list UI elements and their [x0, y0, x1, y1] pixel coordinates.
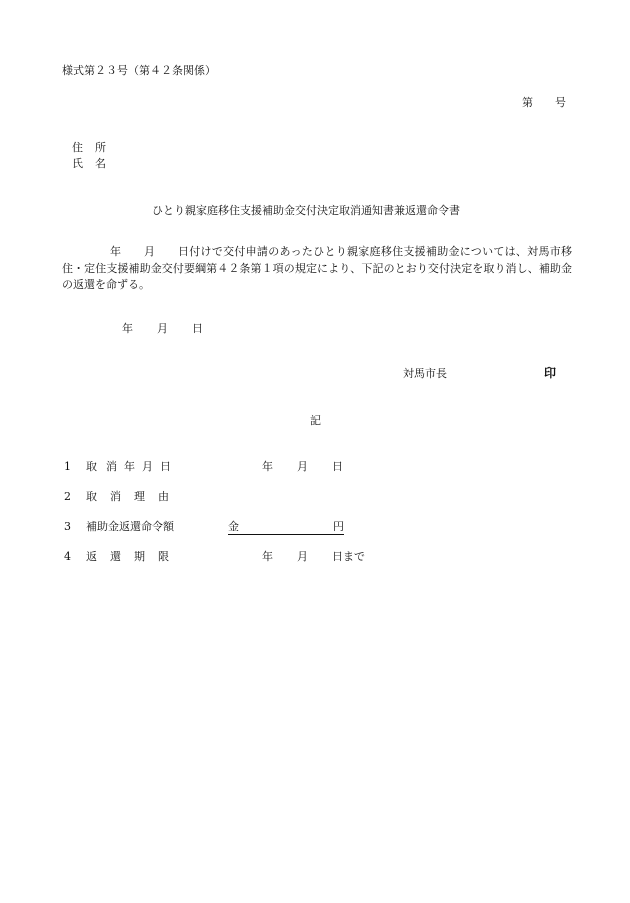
item-2-number: 2 — [64, 490, 71, 503]
item-return-deadline — [64, 550, 169, 564]
item-2-label-char: 由 — [158, 490, 169, 503]
ki-heading: 記 — [310, 414, 321, 427]
body-text: 付けで交付申請のあったひとり親家庭移住支援補助金については、対馬市移住・定住支援補助金交付要綱第４２条第１項の規定により、下記のとおり交付決定を取り消し、補助金の返還を命ずる。 — [62, 245, 572, 291]
name-label — [72, 157, 106, 171]
item-1-value-year: 年 — [262, 460, 273, 473]
item-1-label-char: 日 — [160, 460, 171, 473]
item-4-value-year: 年 — [262, 550, 273, 563]
body-date-year: 年 — [110, 245, 121, 258]
item-2-label-char: 理 — [134, 490, 145, 503]
amount-prefix: 金 — [228, 520, 239, 533]
item-1-label-char: 消 — [106, 460, 117, 473]
item-2-label-char: 消 — [110, 490, 121, 503]
item-1-number: 1 — [64, 460, 71, 473]
item-1-value-day: 日 — [332, 460, 343, 473]
document-number-dai: 第 — [522, 96, 533, 109]
form-number: 様式第２３号（第４２条関係） — [62, 64, 216, 77]
item-4-label — [86, 550, 169, 564]
item-2-label-char: 取 — [86, 490, 97, 503]
item-cancel-reason — [64, 490, 169, 504]
item-2-label — [86, 490, 169, 504]
item-4-value-month: 月 — [297, 550, 308, 563]
item-return-amount — [64, 520, 174, 534]
address-label-char-2: 所 — [95, 141, 106, 154]
item-1-label-char: 月 — [142, 460, 153, 473]
body-date-lead — [62, 245, 189, 258]
document-number — [522, 96, 566, 110]
body-paragraph — [62, 244, 572, 294]
item-4-value-day: 日まで — [332, 550, 365, 563]
body-date-month: 月 — [144, 245, 155, 258]
item-1-label-char: 取 — [86, 460, 97, 473]
issue-date-year: 年 — [122, 322, 133, 335]
item-4-label-char: 還 — [110, 550, 121, 563]
item-4-value — [262, 550, 365, 564]
issue-date-day: 日 — [192, 322, 203, 335]
document-title: ひとり親家庭移住支援補助金交付決定取消通知書兼返還命令書 — [152, 204, 460, 217]
item-3-label: 補助金返還命令額 — [86, 520, 174, 533]
name-label-char-2: 名 — [95, 157, 106, 170]
item-4-label-char: 限 — [158, 550, 169, 563]
return-amount-field — [228, 520, 344, 535]
item-1-label — [86, 460, 171, 474]
item-cancel-date — [64, 460, 171, 474]
item-4-label-char: 返 — [86, 550, 97, 563]
mayor-title: 対馬市長 — [403, 367, 447, 380]
issue-date-month: 月 — [157, 322, 168, 335]
amount-suffix: 円 — [333, 520, 344, 533]
address-label — [72, 141, 106, 155]
item-1-label-char: 年 — [124, 460, 135, 473]
item-1-value-month: 月 — [297, 460, 308, 473]
document-number-go: 号 — [555, 96, 566, 109]
issue-date — [122, 322, 203, 336]
item-4-number: 4 — [64, 550, 71, 563]
item-4-label-char: 期 — [134, 550, 145, 563]
address-label-char-1: 住 — [72, 141, 83, 154]
item-3-number: 3 — [64, 520, 71, 533]
seal-mark: 印 — [544, 366, 557, 380]
item-1-value — [262, 460, 343, 474]
name-label-char-1: 氏 — [72, 157, 83, 170]
body-date-day: 日 — [178, 245, 189, 258]
